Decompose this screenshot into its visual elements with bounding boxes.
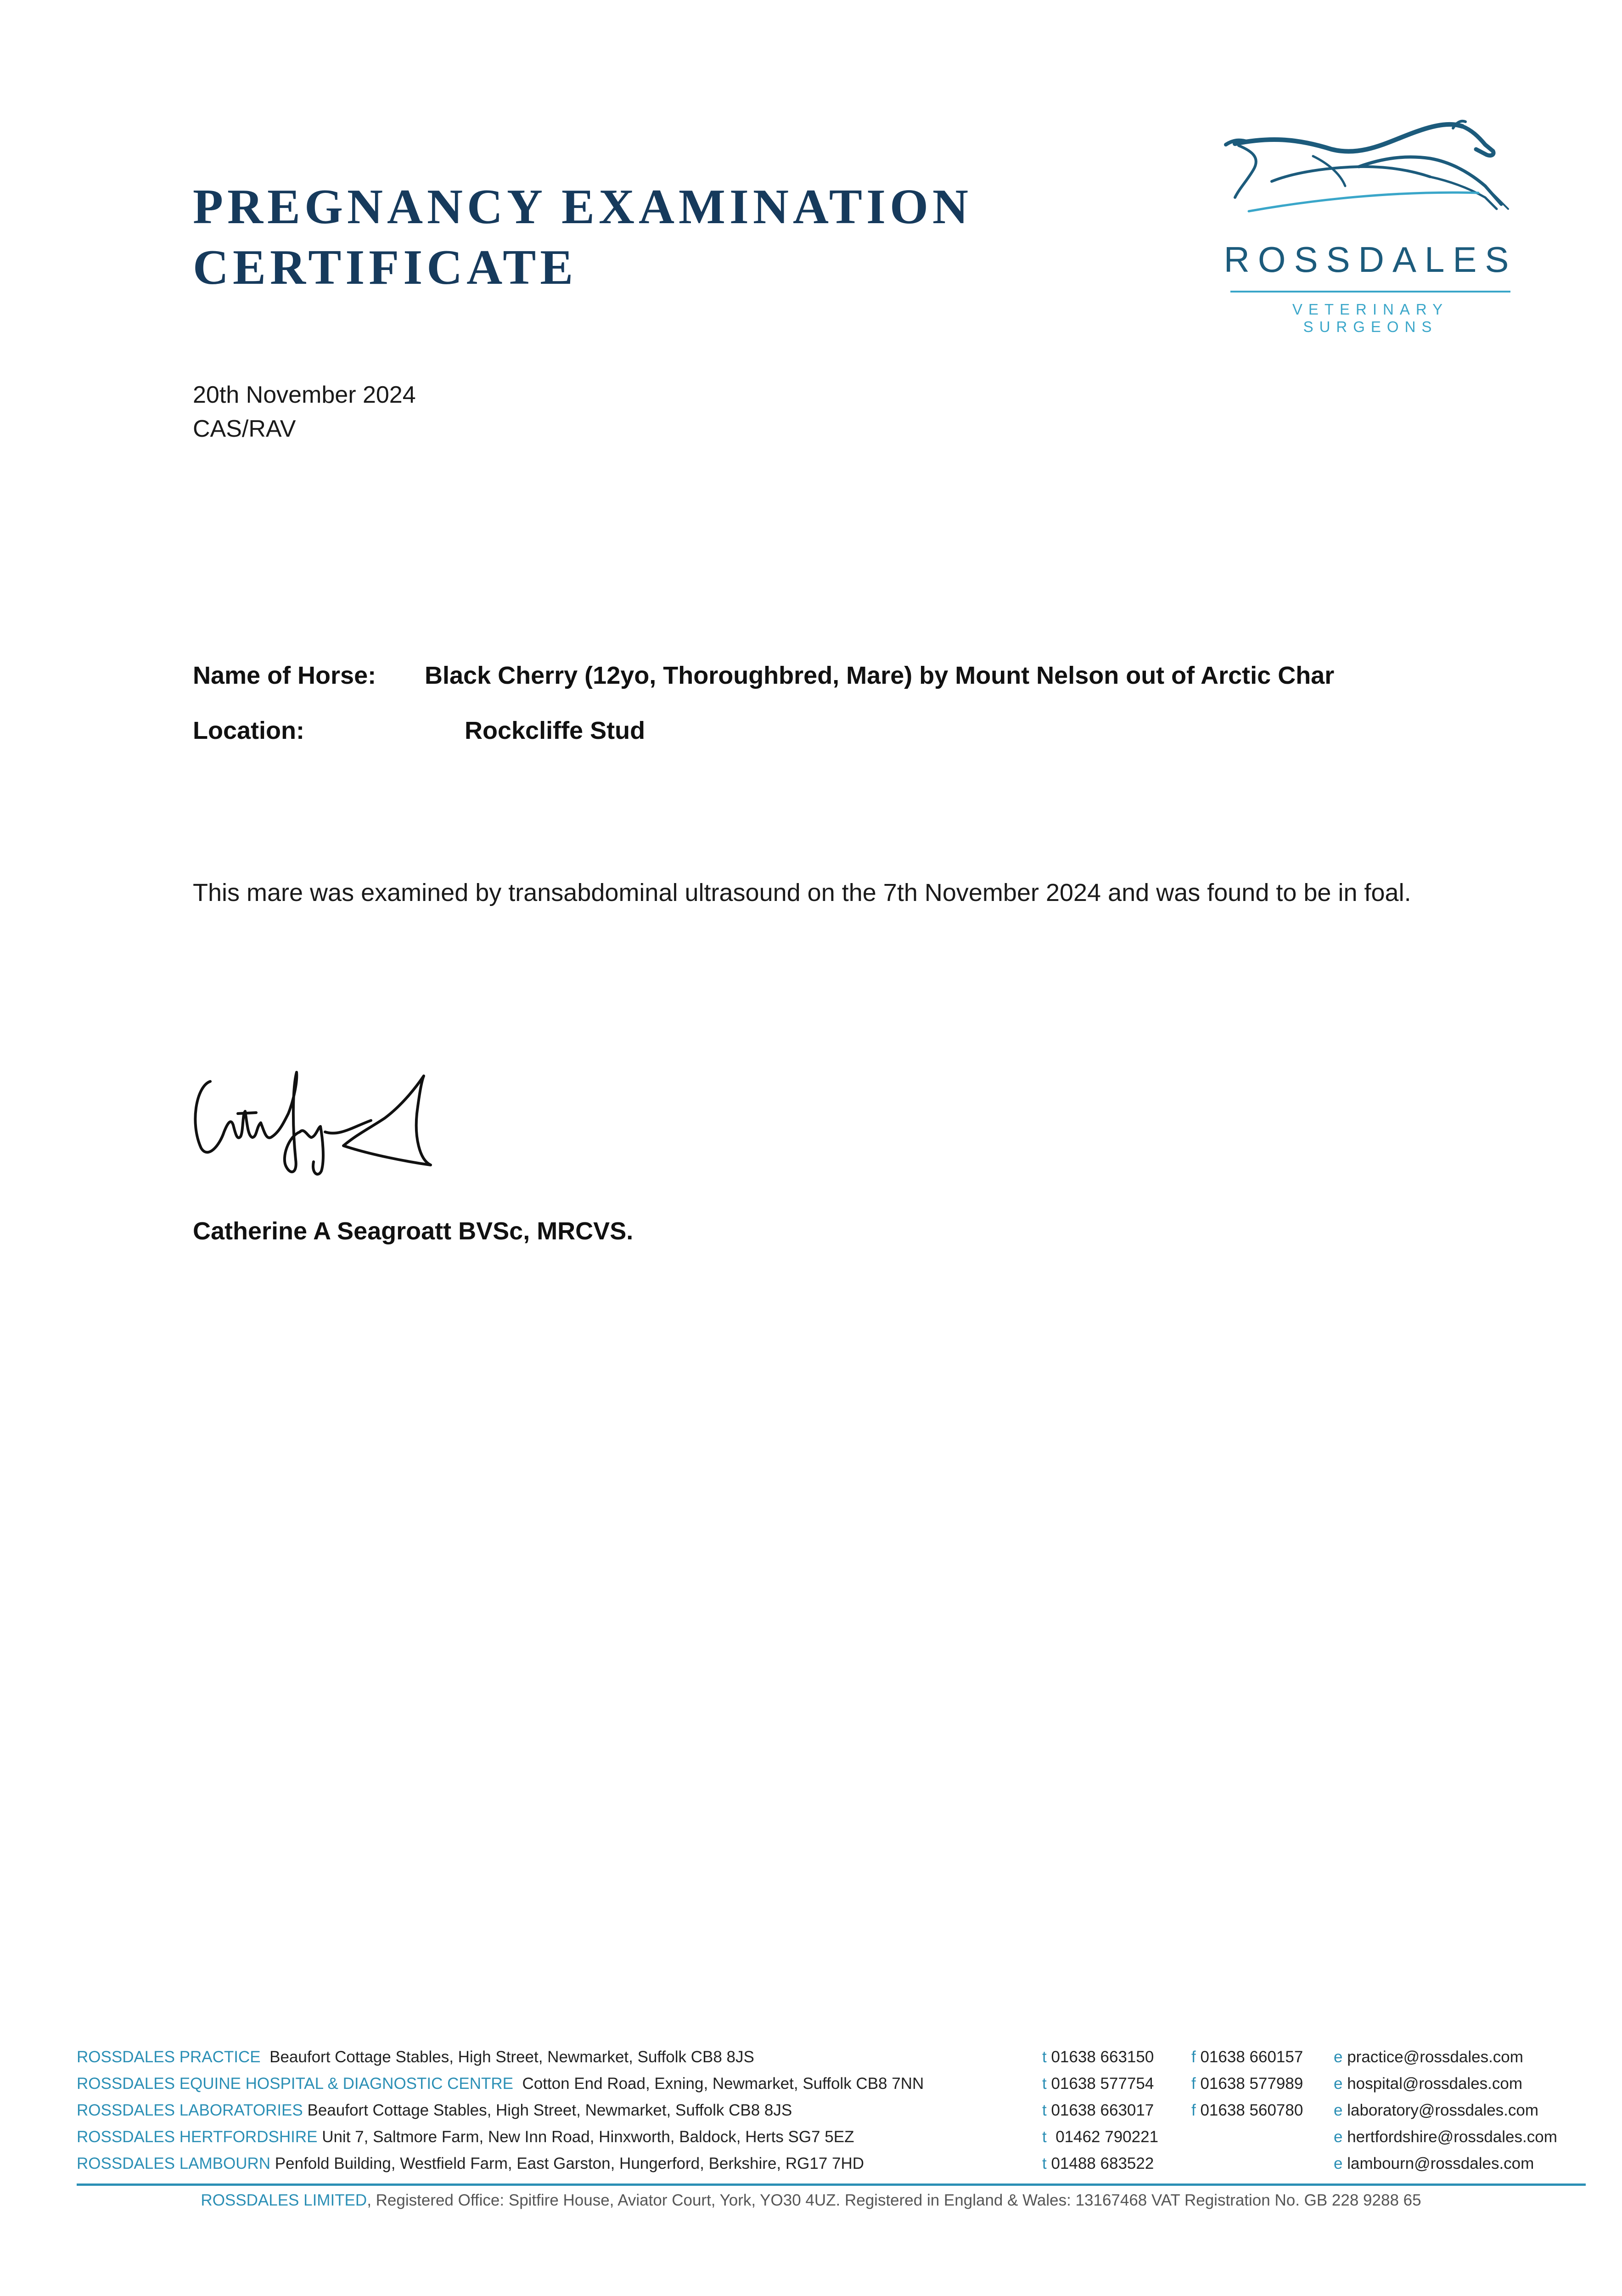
horse-name-label: Name of Horse: <box>193 662 376 689</box>
office-email: e hospital@rossdales.com <box>1334 2075 1523 2093</box>
galloping-horse-logo-icon <box>1221 113 1520 232</box>
letter-reference: CAS/RAV <box>193 416 296 442</box>
office-address: Beaufort Cottage Stables, High Street, Newmarket, Suffolk CB8 8JS <box>307 2101 792 2119</box>
office-fax: f 01638 560780 <box>1191 2101 1303 2119</box>
office-telephone: t 01638 577754 <box>1042 2075 1154 2093</box>
letter-date: 20th November 2024 <box>193 382 416 408</box>
title-line-2: CERTIFICATE <box>193 240 578 295</box>
footer-divider <box>77 2183 1586 2186</box>
footer-office-row <box>77 2101 1569 2128</box>
company-name: ROSSDALES LIMITED <box>201 2191 367 2209</box>
footer-office-row <box>77 2075 1569 2101</box>
office-fax: f 01638 660157 <box>1191 2048 1303 2066</box>
office-name: ROSSDALES LAMBOURN <box>77 2155 271 2172</box>
location-value: Rockcliffe Stud <box>465 717 645 744</box>
company-registration <box>0 2191 1622 2210</box>
rossdales-logo <box>1221 113 1520 333</box>
office-email: e hertfordshire@rossdales.com <box>1334 2128 1557 2146</box>
office-name: ROSSDALES HERTFORDSHIRE <box>77 2128 318 2146</box>
office-address: Unit 7, Saltmore Farm, New Inn Road, Hinxworth, Baldock, Herts SG7 5EZ <box>322 2128 854 2146</box>
office-telephone: t 01462 790221 <box>1042 2128 1159 2146</box>
footer-office-row <box>77 2128 1569 2155</box>
company-details: , Registered Office: Spitfire House, Aviator Court, York, YO30 4UZ. Registered in England & Wales: 13167468 VAT Registration No. GB 228 9288 65 <box>367 2191 1421 2209</box>
office-name: ROSSDALES EQUINE HOSPITAL & DIAGNOSTIC CENTRE <box>77 2075 514 2093</box>
logo-divider <box>1230 291 1510 293</box>
title-line-1: PREGNANCY EXAMINATION <box>193 180 972 234</box>
office-email: e lambourn@rossdales.com <box>1334 2155 1534 2172</box>
office-email: e practice@rossdales.com <box>1334 2048 1523 2066</box>
office-name: ROSSDALES LABORATORIES <box>77 2101 303 2119</box>
office-telephone: t 01638 663150 <box>1042 2048 1154 2066</box>
letter-meta <box>193 378 416 446</box>
office-name: ROSSDALES PRACTICE <box>77 2048 261 2066</box>
signer-name: Catherine A Seagroatt BVSc, MRCVS. <box>193 1217 634 1245</box>
footer-office-row <box>77 2048 1569 2075</box>
office-email: e laboratory@rossdales.com <box>1334 2101 1539 2119</box>
logo-subtitle: VETERINARY SURGEONS <box>1292 301 1449 335</box>
location-label: Location: <box>193 717 304 744</box>
logo-wordmark: ROSSDALES <box>1224 239 1517 280</box>
office-address: Cotton End Road, Exning, Newmarket, Suffolk CB8 7NN <box>522 2075 924 2093</box>
office-fax: f 01638 577989 <box>1191 2075 1303 2093</box>
office-telephone: t 01488 683522 <box>1042 2155 1154 2172</box>
office-address: Beaufort Cottage Stables, High Street, Newmarket, Suffolk CB8 8JS <box>269 2048 754 2066</box>
footer-offices <box>77 2048 1569 2181</box>
horse-name-value: Black Cherry (12yo, Thoroughbred, Mare) by Mount Nelson out of Arctic Char <box>425 662 1335 689</box>
certificate-title <box>193 177 972 298</box>
examination-statement: This mare was examined by transabdominal ultrasound on the 7th November 2024 and was found to be in foal. <box>193 879 1411 906</box>
footer-office-row <box>77 2155 1569 2181</box>
handwritten-signature <box>187 1068 444 1178</box>
office-address: Penfold Building, Westfield Farm, East Garston, Hungerford, Berkshire, RG17 7HD <box>275 2155 864 2172</box>
office-telephone: t 01638 663017 <box>1042 2101 1154 2119</box>
